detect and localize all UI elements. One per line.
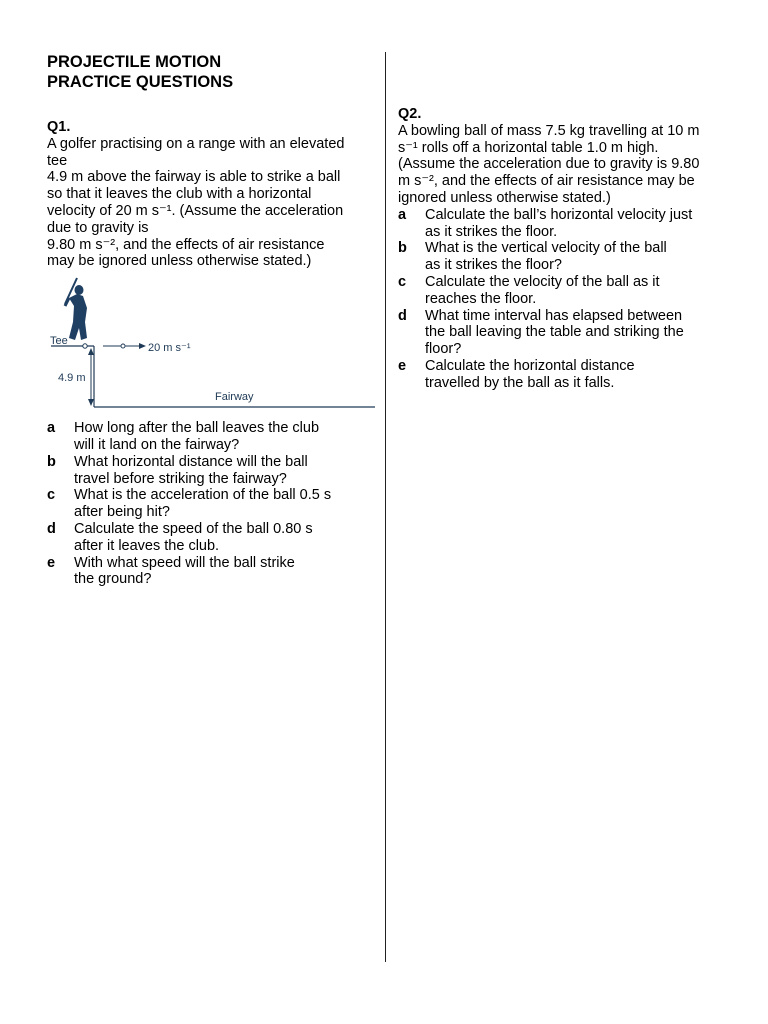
golfer-silhouette [65,278,87,340]
item-text: as it strikes the floor. [425,223,558,240]
q1-intro-line: 4.9 m above the fairway is able to strike a ball [47,169,341,186]
item-text: Calculate the horizontal distance [425,357,635,374]
q2-heading: Q2. [398,106,422,122]
item-text: What time interval has elapsed between [425,307,683,324]
item-letter: d [398,307,407,324]
q2-intro-line: s⁻¹ rolls off a horizontal table 1.0 m high. [398,139,659,156]
q2-intro-line: m s⁻², and the effects of air resistance may be [398,173,695,190]
q2-intro-line: (Assume the acceleration due to gravity is 9.80 [398,156,700,173]
item-letter: e [398,357,407,374]
height-label: 4.9 m [58,372,86,385]
item-text: Calculate the ball’s horizontal velocity just [425,206,693,223]
q1-item-a [47,420,375,454]
q1-item-b [47,454,375,488]
item-text: after it leaves the club. [74,537,220,554]
title-line-1: PROJECTILE MOTION [47,53,222,71]
question-1 [47,119,375,588]
item-text: travelled by the ball as it falls. [425,374,615,391]
item-text: after being hit? [74,504,170,521]
q1-items [47,420,375,588]
item-text: Calculate the velocity of the ball as it [425,273,660,290]
q2-intro-line: ignored unless otherwise stated.) [398,189,611,206]
q2-intro-line: A bowling ball of mass 7.5 kg travelling at 10 m [398,122,700,139]
item-text: as it strikes the floor? [425,257,562,274]
q2-items [398,207,726,392]
q1-heading: Q1. [47,119,71,135]
item-text: With what speed will the ball strike [74,554,295,571]
question-2 [398,106,726,392]
q1-intro-line: 9.80 m s⁻², and the effects of air resistance [47,236,325,253]
q2-item-b [398,240,726,274]
q2-item-d [398,308,726,358]
fairway-label: Fairway [215,391,254,404]
q2-item-e [398,358,726,392]
item-text: travel before striking the fairway? [74,470,287,487]
q1-intro [47,136,375,270]
item-letter: b [47,453,56,470]
tee-label: Tee [50,335,68,348]
velocity-label: 20 m s⁻¹ [148,342,191,355]
golf-diagram-svg [47,276,377,416]
item-text: What is the acceleration of the ball 0.5 s [74,487,332,504]
item-letter: a [398,206,407,223]
item-letter: c [398,273,407,290]
golf-diagram [47,276,377,416]
item-text: the ball leaving the table and striking the [425,324,684,341]
q1-intro-line: A golfer practising on a range with an elevated [47,135,345,152]
q2-item-c [398,274,726,308]
title-line-2: PRACTICE QUESTIONS [47,73,234,91]
q1-intro-line: tee [47,152,68,169]
item-text: will it land on the fairway? [74,436,240,453]
item-text: What is the vertical velocity of the ball [425,240,667,257]
page-title [47,52,233,92]
item-text: the ground? [74,571,152,588]
item-letter: e [47,554,56,571]
item-text: How long after the ball leaves the club [74,420,320,437]
q1-intro-line: so that it leaves the club with a horizontal [47,186,312,203]
item-text: What horizontal distance will the ball [74,453,308,470]
item-letter: c [47,487,56,504]
q1-intro-line: may be ignored unless otherwise stated.) [47,253,312,270]
q1-item-c [47,487,375,521]
item-text: Calculate the speed of the ball 0.80 s [74,520,313,537]
q1-intro-line: due to gravity is [47,219,149,236]
item-letter: d [47,520,56,537]
column-divider [385,52,386,962]
item-text: reaches the floor. [425,290,537,307]
q2-item-a [398,207,726,241]
q1-item-d [47,521,375,555]
q1-intro-line: velocity of 20 m s⁻¹. (Assume the acceleration [47,202,344,219]
item-letter: a [47,420,56,437]
item-text: floor? [425,341,462,358]
item-letter: b [398,240,407,257]
q1-item-e [47,555,375,589]
q2-intro [398,123,726,207]
